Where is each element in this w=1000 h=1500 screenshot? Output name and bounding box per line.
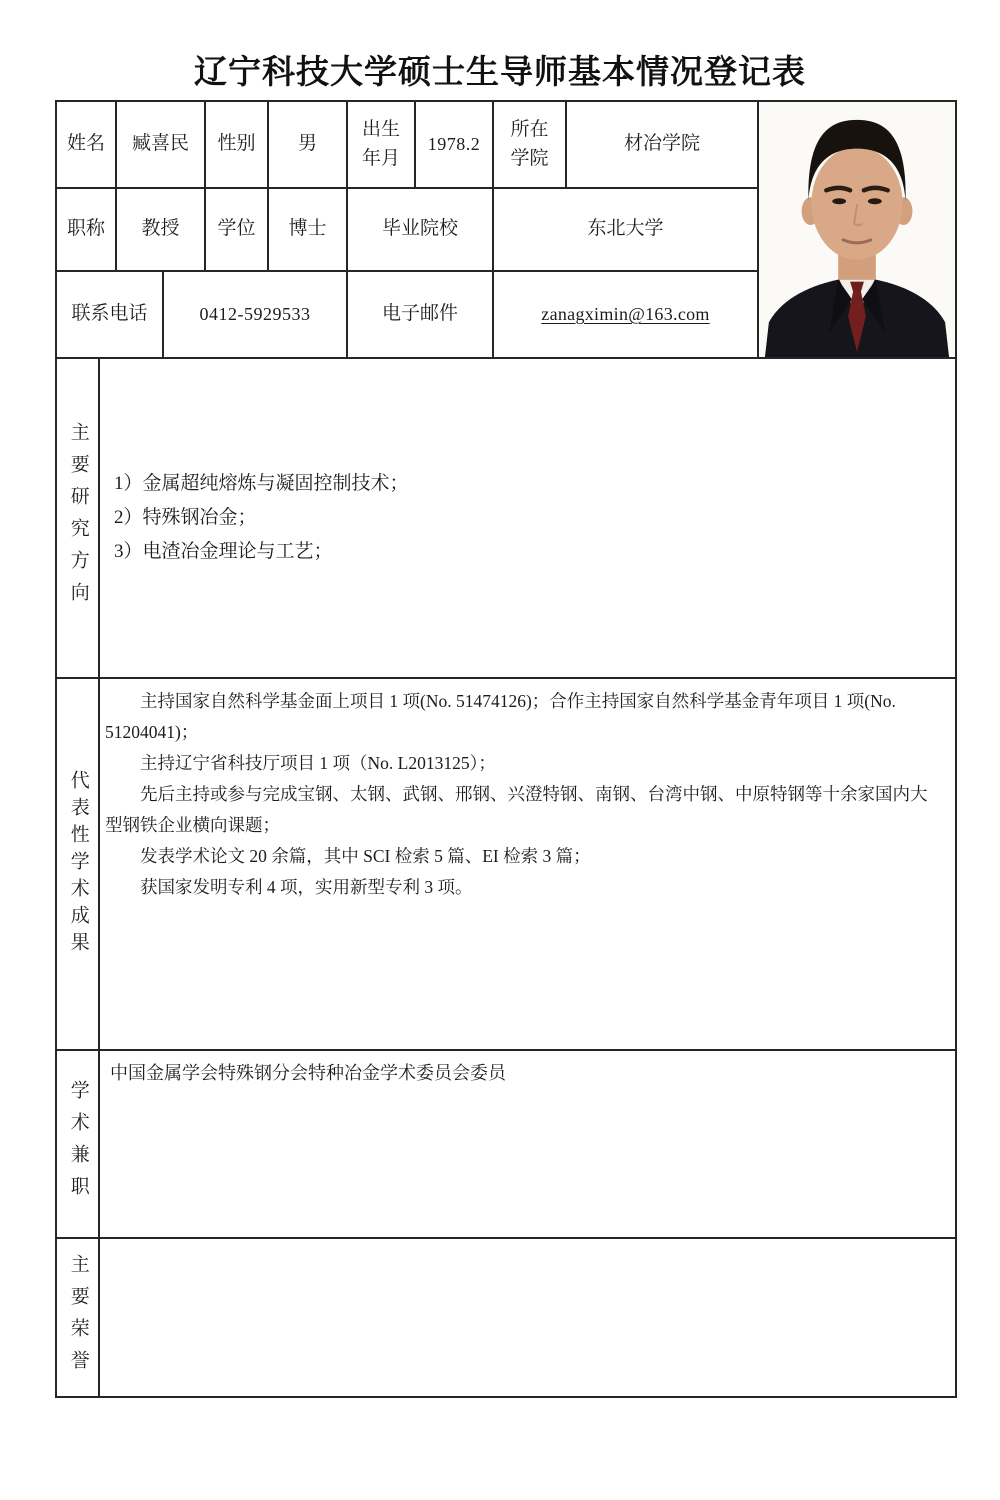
college-value: 材冶学院 — [567, 102, 759, 189]
school-value: 东北大学 — [494, 189, 759, 272]
research-item: 2）特殊钢冶金； — [114, 507, 257, 528]
achievement-paragraph: 先后主持或参与完成宝钢、太钢、武钢、邢钢、兴澄特钢、南钢、台湾中钢、中原特钢等十余家国内大型钢铁企业横向课题； — [105, 784, 928, 835]
name-value: 臧喜民 — [117, 102, 206, 189]
achievements-section-label: 代表性学术成果 — [57, 679, 100, 1051]
job-title-value: 教授 — [117, 189, 206, 272]
phone-value: 0412-5929533 — [164, 272, 348, 359]
phone-label: 联系电话 — [57, 272, 164, 359]
registration-form-table — [55, 100, 957, 1398]
achievement-paragraph: 主持辽宁省科技厅项目 1 项（No. L2013125）； — [140, 753, 496, 773]
positions-content — [100, 1051, 957, 1239]
honors-content — [100, 1239, 957, 1398]
research-item: 1）金属超纯熔炼与凝固控制技术； — [114, 473, 409, 494]
research-content — [100, 359, 957, 679]
achievements-content — [100, 679, 957, 1051]
email-label: 电子邮件 — [348, 272, 494, 359]
achievement-paragraph: 发表学术论文 20 余篇，其中 SCI 检索 5 篇、EI 检索 3 篇； — [140, 846, 591, 866]
email-cell — [494, 272, 759, 359]
achievement-paragraph: 获国家发明专利 4 项，实用新型专利 3 项。 — [140, 877, 473, 897]
portrait-photo — [759, 102, 957, 359]
name-label: 姓名 — [57, 102, 117, 189]
college-label: 所在学院 — [494, 102, 567, 189]
gender-label: 性别 — [206, 102, 269, 189]
gender-value: 男 — [269, 102, 348, 189]
achievement-paragraph: 主持国家自然科学基金面上项目 1 项(No. 51474126)；合作主持国家自然科学基金青年项目 1 项(No. 51204041)； — [105, 691, 896, 742]
school-label: 毕业院校 — [348, 189, 494, 272]
degree-label: 学位 — [206, 189, 269, 272]
degree-value: 博士 — [269, 189, 348, 272]
page-title: 辽宁科技大学硕士生导师基本情况登记表 — [194, 55, 806, 91]
honors-section-label: 主要荣誉 — [57, 1239, 100, 1398]
email-link[interactable]: zanagximin@163.com — [541, 303, 710, 324]
research-item: 3）电渣冶金理论与工艺； — [114, 541, 333, 562]
positions-text: 中国金属学会特殊钢分会特种冶金学术委员会委员 — [110, 1063, 506, 1083]
birth-value: 1978.2 — [416, 102, 494, 189]
birth-label: 出生年月 — [348, 102, 416, 189]
positions-section-label: 学术兼职 — [57, 1051, 100, 1239]
research-section-label: 主要研究方向 — [57, 359, 100, 679]
job-title-label: 职称 — [57, 189, 117, 272]
portrait-photo-image — [759, 102, 955, 357]
